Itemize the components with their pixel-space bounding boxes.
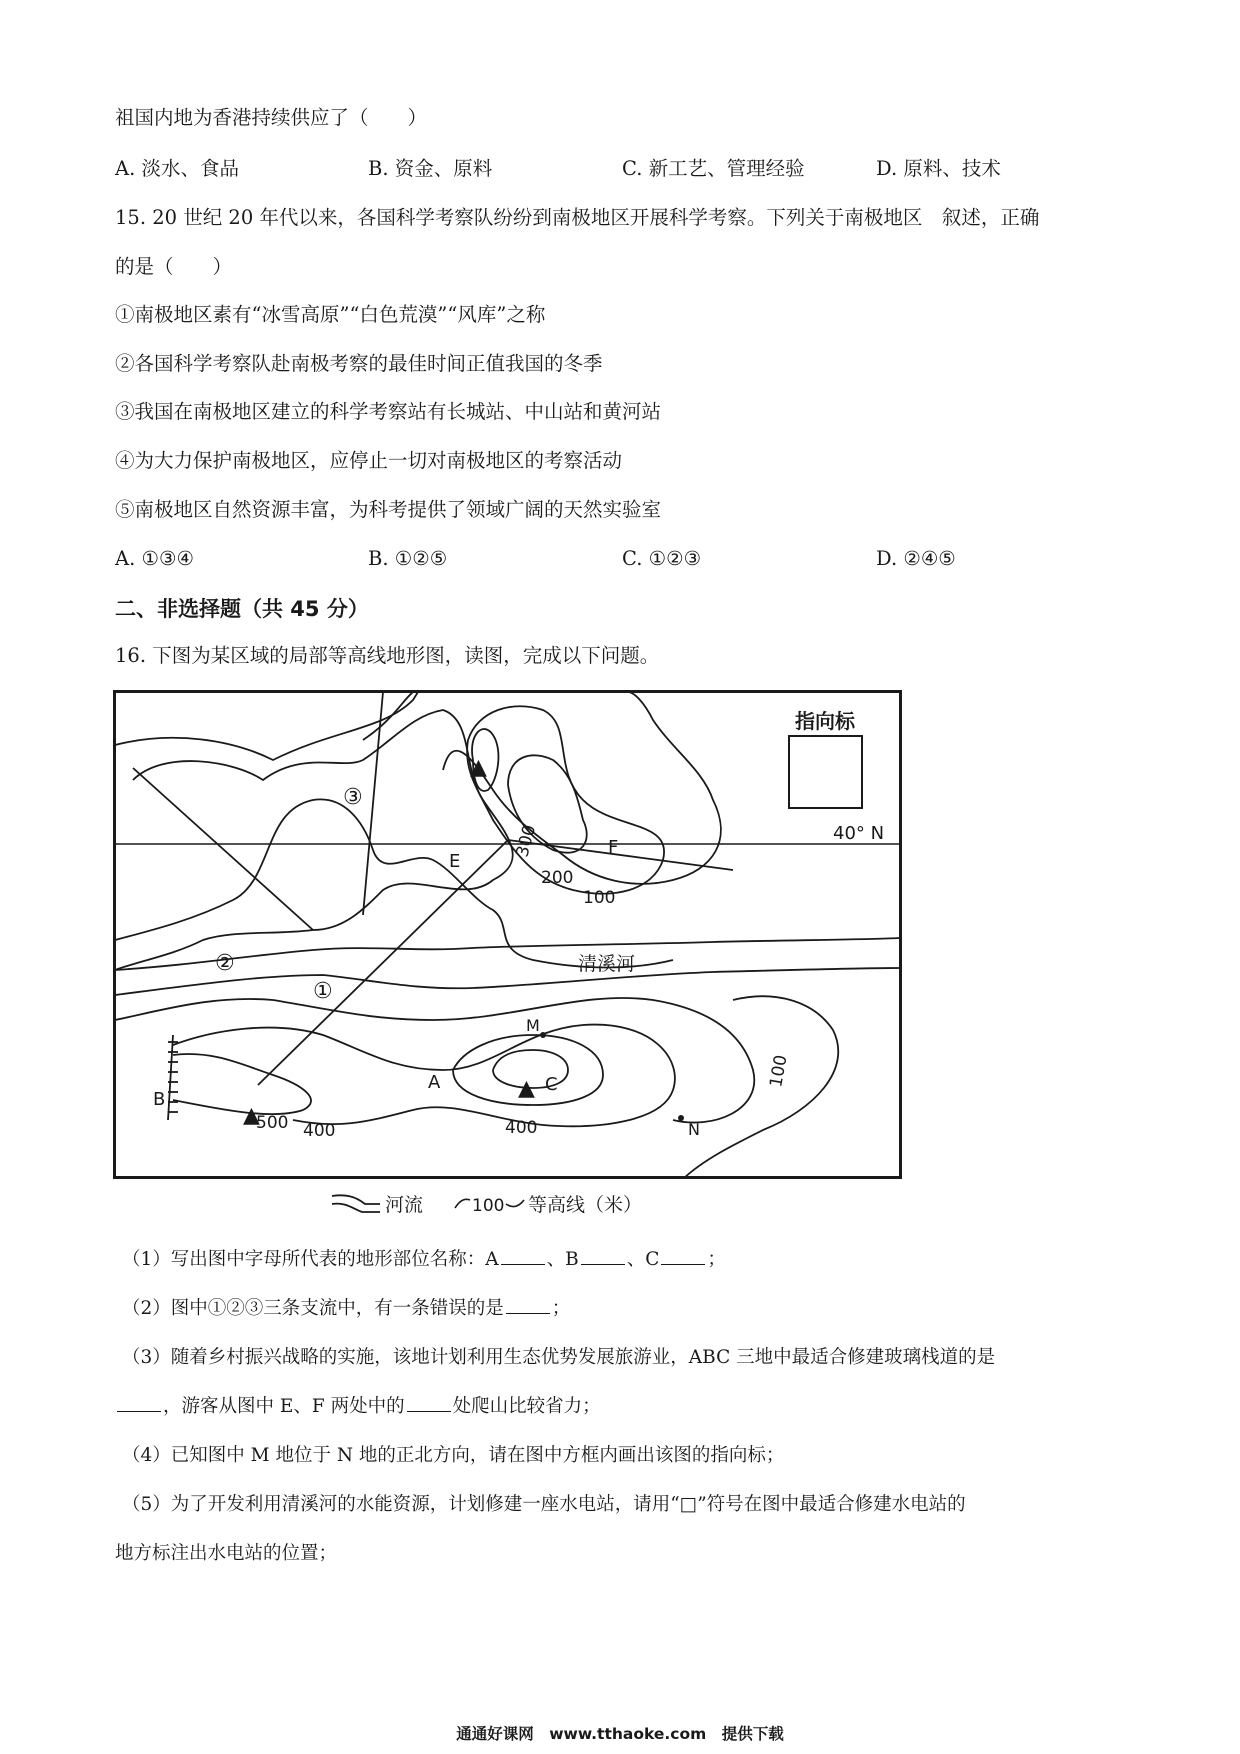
q15-statement-4: ④为大力保护南极地区，应停止一切对南极地区的考察活动 [115, 449, 623, 472]
q16-sub2-text: （2）图中①②③三条支流中，有一条错误的是 [122, 1298, 504, 1319]
map-legend [330, 1186, 730, 1220]
tributary-3-label: ③ [343, 785, 363, 810]
legend-contour-sample: 100 [472, 1196, 505, 1216]
answer-blank-c[interactable] [661, 1246, 705, 1265]
q15-statement-1: ①南极地区素有“冰雪高原”“白色荒漠”“风库”之称 [115, 303, 546, 326]
q15-statement-5: ⑤南极地区自然资源丰富，为科考提供了领域广阔的天然实验室 [115, 498, 662, 521]
label-f: F [608, 837, 619, 858]
q16-sub3-end: 处爬山比较省力； [452, 1396, 601, 1417]
q15-stem-line2: 的是（ ） [115, 255, 233, 278]
section-2-title: 二、非选择题（共 45 分） [115, 597, 369, 621]
q15-option-d: D. ②④⑤ [876, 547, 956, 570]
legend-contour-left [455, 1199, 470, 1208]
label-e: E [449, 851, 461, 872]
legend-contour-right [506, 1200, 524, 1207]
q15-option-a: A. ①③④ [115, 547, 194, 570]
answer-blank-wrong-tributary[interactable] [506, 1295, 550, 1314]
q14-option-b: B. 资金、原料 [368, 157, 493, 180]
q16-sub1 [122, 1246, 726, 1274]
legend-river-label: 河流 [385, 1194, 424, 1216]
contour-label-500: 500 [256, 1113, 289, 1133]
q14-option-d: D. 原料、技术 [876, 157, 1001, 180]
label-n: N [688, 1120, 700, 1139]
q16-sub1-text-a: （1）写出图中字母所代表的地形部位名称：A [122, 1249, 499, 1270]
answer-blank-a[interactable] [501, 1246, 545, 1265]
contour-map [113, 690, 902, 1179]
q14-stem: 祖国内地为香港持续供应了（ ） [115, 106, 428, 129]
contour-label-100-north: 100 [583, 888, 616, 908]
label-c: C [545, 1074, 558, 1095]
q16-sub3-line2 [115, 1393, 601, 1421]
contour-map-figure [113, 690, 902, 1179]
contour-label-400-south: 400 [505, 1118, 538, 1138]
q16-sub5-line1: （5）为了开发利用清溪河的水能资源，计划修建一座水电站，请用“□”符号在图中最适合修建水电站的 [122, 1494, 966, 1515]
contour-label-100-east: 100 [766, 1053, 792, 1089]
tributary-1-label: ① [313, 979, 333, 1004]
q15-option-c: C. ①②③ [622, 547, 702, 570]
q14-option-a: A. 淡水、食品 [115, 157, 239, 180]
answer-blank-b[interactable] [581, 1246, 625, 1265]
legend-river-symbol [332, 1195, 380, 1212]
answer-blank-easier-climb[interactable] [407, 1393, 451, 1412]
q15-statement-3: ③我国在南极地区建立的科学考察站有长城站、中山站和黄河站 [115, 400, 662, 423]
q16-sub5-line2: 地方标注出水电站的位置； [115, 1543, 338, 1564]
page-footer: 通通好课网 www.tthaoke.com 提供下载 [456, 1725, 784, 1743]
q15-statement-2: ②各国科学考察队赴南极考察的最佳时间正值我国的冬季 [115, 352, 603, 375]
q15-stem-line1: 15. 20 世纪 20 年代以来，各国科学考察队纷纷到南极地区开展科学考察。下列关于南极地区 叙述，正确 [115, 206, 1040, 229]
latitude-label: 40° N [833, 823, 885, 844]
contour-label-200: 200 [541, 868, 574, 888]
point-m-dot [540, 1032, 546, 1038]
q16-sub2 [122, 1295, 570, 1323]
contour-label-300: 300 [512, 822, 541, 860]
contour-label-400-west: 400 [303, 1121, 336, 1141]
q14-option-c: C. 新工艺、管理经验 [622, 157, 805, 180]
q16-stem: 16. 下图为某区域的局部等高线地形图，读图，完成以下问题。 [115, 644, 660, 667]
point-n-dot [678, 1115, 684, 1121]
q16-sub2-end: ； [551, 1298, 571, 1319]
q16-sub4: （4）已知图中 M 地位于 N 地的正北方向，请在图中方框内画出该图的指向标； [122, 1445, 785, 1466]
peak-southwest-icon: ▲ [243, 1103, 260, 1128]
answer-blank-glass-walkway[interactable] [117, 1393, 161, 1412]
q16-sub3-text: ，游客从图中 E、F 两处中的 [163, 1396, 405, 1417]
label-a: A [428, 1072, 441, 1093]
q16-sub1-text-c: 、C [626, 1249, 660, 1270]
river-name-label: 清溪河 [578, 953, 636, 975]
peak-north-icon: ▲ [470, 755, 487, 780]
q16-sub1-end: ； [707, 1249, 726, 1270]
compass-box-label: 指向标 [795, 709, 855, 733]
label-m: M [526, 1016, 540, 1035]
peak-c-icon: ▲ [518, 1076, 535, 1101]
q15-option-b: B. ①②⑤ [368, 547, 448, 570]
legend-contour-label: 等高线（米） [528, 1194, 643, 1216]
q16-sub1-text-b: 、B [546, 1249, 579, 1270]
tributary-2-label: ② [215, 951, 235, 976]
label-b: B [153, 1089, 166, 1110]
q16-sub3-line1: （3）随着乡村振兴战略的实施，该地计划利用生态优势发展旅游业，ABC 三地中最适合修建玻璃栈道的是 [122, 1347, 996, 1368]
